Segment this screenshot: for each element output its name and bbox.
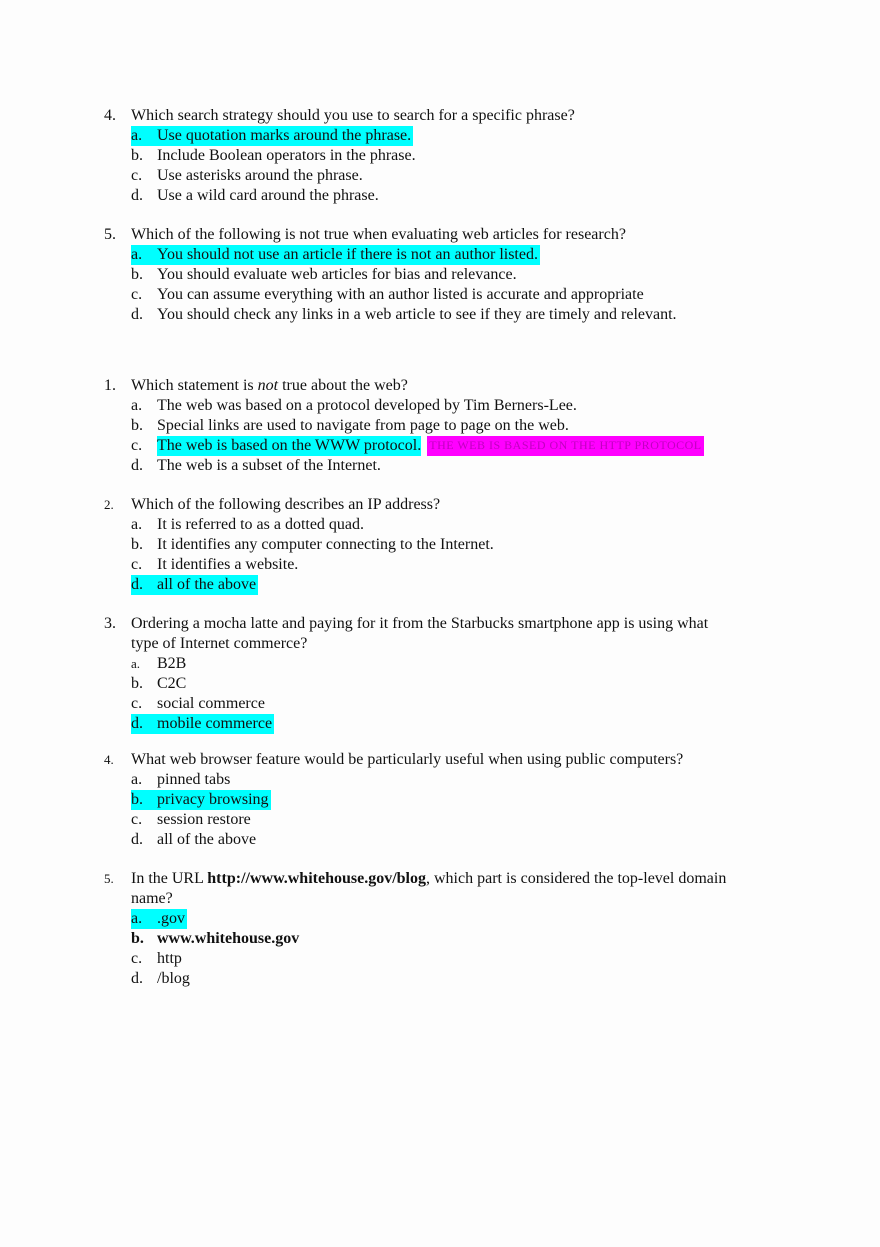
option-b: b. C2C: [131, 675, 187, 692]
option-c: c. The web is based on the WWW protocol. THE WEB IS BASED ON THE HTTP PROTOCOL: [131, 437, 702, 454]
option-b: b. It identifies any computer connecting to the Internet.: [131, 536, 494, 553]
option-a: a. The web was based on a protocol developed by Tim Berners-Lee.: [131, 397, 577, 414]
question-number: 5.: [104, 226, 116, 243]
question-text: Which search strategy should you use to search for a specific phrase?: [131, 107, 575, 124]
option-c: c. You can assume everything with an author listed is accurate and appropriate: [131, 286, 644, 303]
option-c: c. It identifies a website.: [131, 556, 299, 573]
option-a: a. It is referred to as a dotted quad.: [131, 516, 365, 533]
question-2-ip-address: [104, 495, 804, 595]
option-a: a. pinned tabs: [131, 771, 231, 788]
question-text: Which statement is not true about the web?: [131, 377, 408, 394]
question-number: 4.: [104, 752, 114, 767]
question-1-web-statement: [104, 376, 804, 476]
question-number: 3.: [104, 615, 116, 632]
option-d-highlighted: d. mobile commerce: [131, 715, 273, 732]
question-text: Ordering a mocha latte and paying for it from the Starbucks smartphone app is using what type of Internet commerce?: [131, 615, 709, 652]
question-5-top-level-domain: [104, 869, 804, 989]
option-d-highlighted: d. all of the above: [131, 576, 257, 593]
question-text: What web browser feature would be particularly useful when using public computers?: [131, 751, 684, 768]
question-3-internet-commerce: [104, 614, 804, 734]
question-number: 2.: [104, 497, 114, 512]
option-a-highlighted: a. .gov: [131, 910, 185, 927]
question-4-search-strategy: [104, 106, 804, 206]
option-b: b. Include Boolean operators in the phrase.: [131, 147, 416, 164]
question-text: Which of the following describes an IP address?: [131, 496, 441, 513]
question-text: Which of the following is not true when evaluating web articles for research?: [131, 226, 626, 243]
option-c: c. session restore: [131, 811, 251, 828]
option-c-highlighted-text: The web is based on the WWW protocol.: [157, 437, 422, 454]
question-4-browser-feature: [104, 750, 804, 850]
option-a-highlighted: a. You should not use an article if there is not an author listed.: [131, 246, 538, 263]
option-c: c. social commerce: [131, 695, 265, 712]
option-b: b. Special links are used to navigate from page to page on the web.: [131, 417, 569, 434]
option-d: d. /blog: [131, 970, 190, 987]
option-d: d. all of the above: [131, 831, 257, 848]
option-b-highlighted: b. privacy browsing: [131, 791, 269, 808]
option-a: a. B2B: [131, 655, 187, 672]
option-c: c. Use asterisks around the phrase.: [131, 167, 363, 184]
option-b: b. You should evaluate web articles for bias and relevance.: [131, 266, 517, 283]
question-5-web-articles: [104, 225, 804, 325]
option-d: d. Use a wild card around the phrase.: [131, 187, 379, 204]
option-c: c. http: [131, 950, 182, 967]
option-d: d. The web is a subset of the Internet.: [131, 457, 381, 474]
option-a-highlighted: a. Use quotation marks around the phrase.: [131, 127, 412, 144]
question-number: 4.: [104, 107, 116, 124]
answer-note: THE WEB IS BASED ON THE HTTP PROTOCOL: [427, 436, 703, 456]
option-d: d. You should check any links in a web article to see if they are timely and relevant.: [131, 306, 677, 323]
question-number: 5.: [104, 871, 114, 886]
question-text: In the URL http://www.whitehouse.gov/blog, which part is considered the top-level domain name?: [131, 870, 727, 907]
option-b-bold: b. www.whitehouse.gov: [131, 930, 300, 947]
question-number: 1.: [104, 377, 116, 394]
